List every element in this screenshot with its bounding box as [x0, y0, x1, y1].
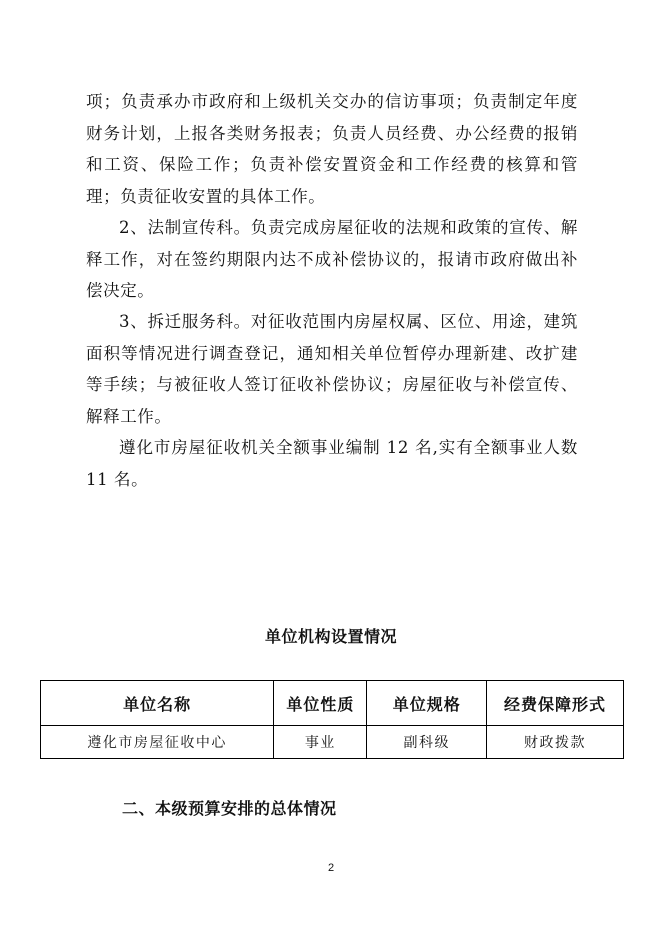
cell-funding-form: 财政拨款 — [486, 726, 623, 759]
paragraph-demolition-service-section: 3、拆迁服务科。对征收范围内房屋权属、区位、用途，建筑面积等情况进行调查登记，通知相关单位暂停办理新建、改扩建等手续；与被征收人签订征收补偿协议；房屋征收与补偿宣传、解释工作。 — [86, 312, 578, 426]
header-unit-nature: 单位性质 — [274, 681, 367, 726]
header-unit-name: 单位名称 — [41, 681, 274, 726]
page-number: 2 — [327, 862, 335, 874]
header-unit-grade: 单位规格 — [367, 681, 487, 726]
paragraph-staffing: 遵化市房屋征收机关全额事业编制 12 名,实有全额事业人数 11 名。 — [86, 438, 578, 489]
cell-unit-name: 遵化市房屋征收中心 — [41, 726, 274, 759]
table-title: 单位机构设置情况 — [264, 627, 397, 646]
table-row — [41, 726, 624, 759]
header-funding-form: 经费保障形式 — [486, 681, 623, 726]
table-header-row — [41, 681, 624, 726]
cell-unit-nature: 事业 — [274, 726, 367, 759]
paragraph-legal-publicity-section: 2、法制宣传科。负责完成房屋征收的法规和政策的宣传、解释工作，对在签约期限内达不成补偿协议的，报请市政府做出补偿决定。 — [86, 218, 578, 300]
cell-unit-grade: 副科级 — [367, 726, 487, 759]
paragraph-office-duties: 项；负责承办市政府和上级机关交办的信访事项；负责制定年度财务计划，上报各类财务报表；负责人员经费、办公经费的报销和工资、保险工作；负责补偿安置资金和工作经费的核算和管理；负责征收安置的具体工作。 — [86, 92, 578, 206]
section-heading: 二、本级预算安排的总体情况 — [122, 799, 337, 818]
unit-setup-table — [40, 680, 624, 759]
